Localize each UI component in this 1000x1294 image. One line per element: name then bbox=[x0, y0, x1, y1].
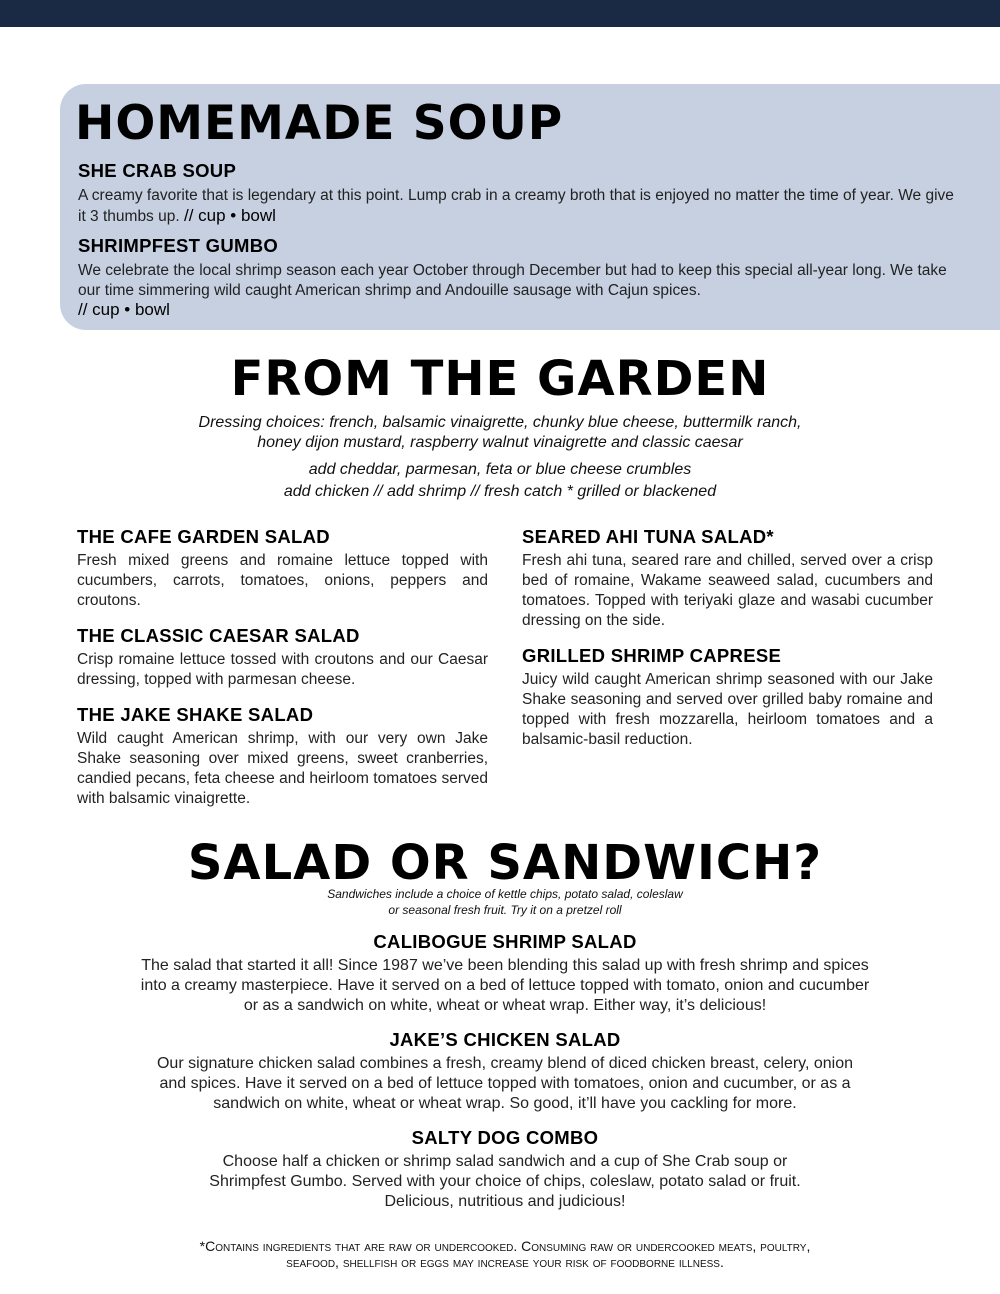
size-options: // cup • bowl bbox=[78, 300, 170, 319]
menu-item-description bbox=[100, 956, 910, 1016]
garden-left-column bbox=[77, 526, 488, 823]
menu-item bbox=[100, 1029, 910, 1114]
menu-item-name: SHRIMPFEST GUMBO bbox=[78, 235, 279, 256]
size-options: // cup • bowl bbox=[183, 206, 276, 225]
description-line: Shrimpfest Gumbo. Served with your choice of chips, coleslaw, potato salad or fruit. bbox=[209, 1173, 801, 1190]
description-line: Delicious, nutritious and judicious! bbox=[384, 1193, 626, 1210]
addon-line: add cheddar, parmesan, feta or blue cheese crumbles bbox=[308, 461, 692, 478]
sandwich-section-title: SALAD OR SANDWICH? bbox=[187, 835, 823, 891]
menu-item-name: SALTY DOG COMBO bbox=[411, 1127, 599, 1148]
description-line: The salad that started it all! Since 1987 we’ve been blending this salad up with fresh shrimp and spices bbox=[141, 957, 869, 974]
description-line: Our signature chicken salad combines a fresh, creamy blend of diced chicken breast, celery, onion bbox=[156, 1055, 854, 1072]
menu-item bbox=[77, 526, 488, 611]
description-line: into a creamy masterpiece. Have it served on a bed of lettuce topped with tomato, onion and cucumber bbox=[140, 977, 870, 994]
top-bar bbox=[0, 0, 1000, 27]
menu-item-description: Fresh ahi tuna, seared rare and chilled, served over a crisp bed of romaine, Wakame seaweed salad, cucumbers and tomatoes. Topped with teriyaki glaze and wasabi cucumber dressing on the side. bbox=[522, 552, 933, 629]
menu-item bbox=[77, 704, 488, 809]
note-line: or seasonal fresh fruit. Try it on a pretzel roll bbox=[388, 903, 622, 917]
dressing-choices bbox=[100, 413, 900, 453]
menu-item-name: GRILLED SHRIMP CAPRESE bbox=[522, 645, 782, 666]
menu-item-name: CALIBOGUE SHRIMP SALAD bbox=[373, 931, 637, 952]
disclaimer-line: *Contains ingredients that are raw or undercooked. Consuming raw or undercooked meats, poultry, bbox=[199, 1238, 811, 1254]
menu-item-name: THE CAFE GARDEN SALAD bbox=[77, 526, 330, 547]
menu-item-description bbox=[100, 1054, 910, 1114]
raw-food-disclaimer bbox=[100, 1238, 910, 1270]
menu-item bbox=[522, 645, 933, 750]
salad-addons bbox=[100, 459, 900, 503]
garden-section-title: FROM THE GARDEN bbox=[230, 351, 770, 407]
description-line: and spices. Have it served on a bed of lettuce topped with tomatoes, onion and cucumber, or as a bbox=[159, 1075, 851, 1092]
menu-item-description: Juicy wild caught American shrimp seasoned with our Jake Shake seasoning and served over grilled baby romaine and topped with fresh mozzarella, heirloom tomatoes and a balsamic-basil reduction. bbox=[522, 671, 933, 748]
menu-item bbox=[522, 526, 933, 631]
menu-item bbox=[100, 1127, 910, 1212]
description-line: Choose half a chicken or shrimp salad sandwich and a cup of She Crab soup or bbox=[222, 1153, 788, 1170]
garden-right-column bbox=[522, 526, 933, 764]
menu-item-description bbox=[78, 186, 958, 227]
disclaimer-line: seafood, shellfish or eggs may increase your risk of foodborne illness. bbox=[286, 1254, 724, 1270]
description-line: sandwich on white, wheat or wheat wrap. So good, it’ll have you cackling for more. bbox=[213, 1095, 797, 1112]
menu-item-description: We celebrate the local shrimp season each year October through December but had to keep this special all-year long. We take our time simmering wild caught American shrimp and Andouille sausage with Cajun spices. bbox=[78, 262, 947, 299]
menu-item-description: Wild caught American shrimp, with our very own Jake Shake seasoning over mixed greens, sweet cranberries, candied pecans, feta cheese and heirloom tomatoes served with balsamic vinaigrette. bbox=[77, 730, 488, 807]
sandwich-sides-note bbox=[200, 886, 810, 918]
menu-item bbox=[100, 931, 910, 1016]
addon-line: add chicken // add shrimp // fresh catch * grilled or blackened bbox=[283, 483, 717, 500]
dressing-line: honey dijon mustard, raspberry walnut vinaigrette and classic caesar bbox=[257, 434, 743, 451]
menu-item-name: SEARED AHI TUNA SALAD* bbox=[522, 526, 774, 547]
item-description-text: A creamy favorite that is legendary at this point. Lump crab in a creamy broth that is enjoyed no matter the time of year. We give it 3 thumbs up. bbox=[78, 187, 954, 225]
soup-section-title: HOMEMADE SOUP bbox=[75, 96, 564, 151]
menu-item-name: THE JAKE SHAKE SALAD bbox=[77, 704, 314, 725]
menu-item-description: Crisp romaine lettuce tossed with croutons and our Caesar dressing, topped with parmesan cheese. bbox=[77, 651, 488, 688]
menu-item-name: THE CLASSIC CAESAR SALAD bbox=[77, 625, 360, 646]
note-line: Sandwiches include a choice of kettle chips, potato salad, coleslaw bbox=[327, 887, 683, 901]
menu-item-description bbox=[100, 1152, 910, 1212]
menu-item bbox=[77, 625, 488, 690]
description-line: or as a sandwich on white, wheat or wheat wrap. Either way, it’s delicious! bbox=[243, 997, 767, 1014]
dressing-line: Dressing choices: french, balsamic vinaigrette, chunky blue cheese, buttermilk ranch, bbox=[198, 414, 802, 431]
menu-item-name: SHE CRAB SOUP bbox=[78, 160, 237, 181]
menu-item-description: Fresh mixed greens and romaine lettuce topped with cucumbers, carrots, tomatoes, onions, peppers and croutons. bbox=[77, 552, 488, 609]
menu-item-name: JAKE’S CHICKEN SALAD bbox=[389, 1029, 621, 1050]
